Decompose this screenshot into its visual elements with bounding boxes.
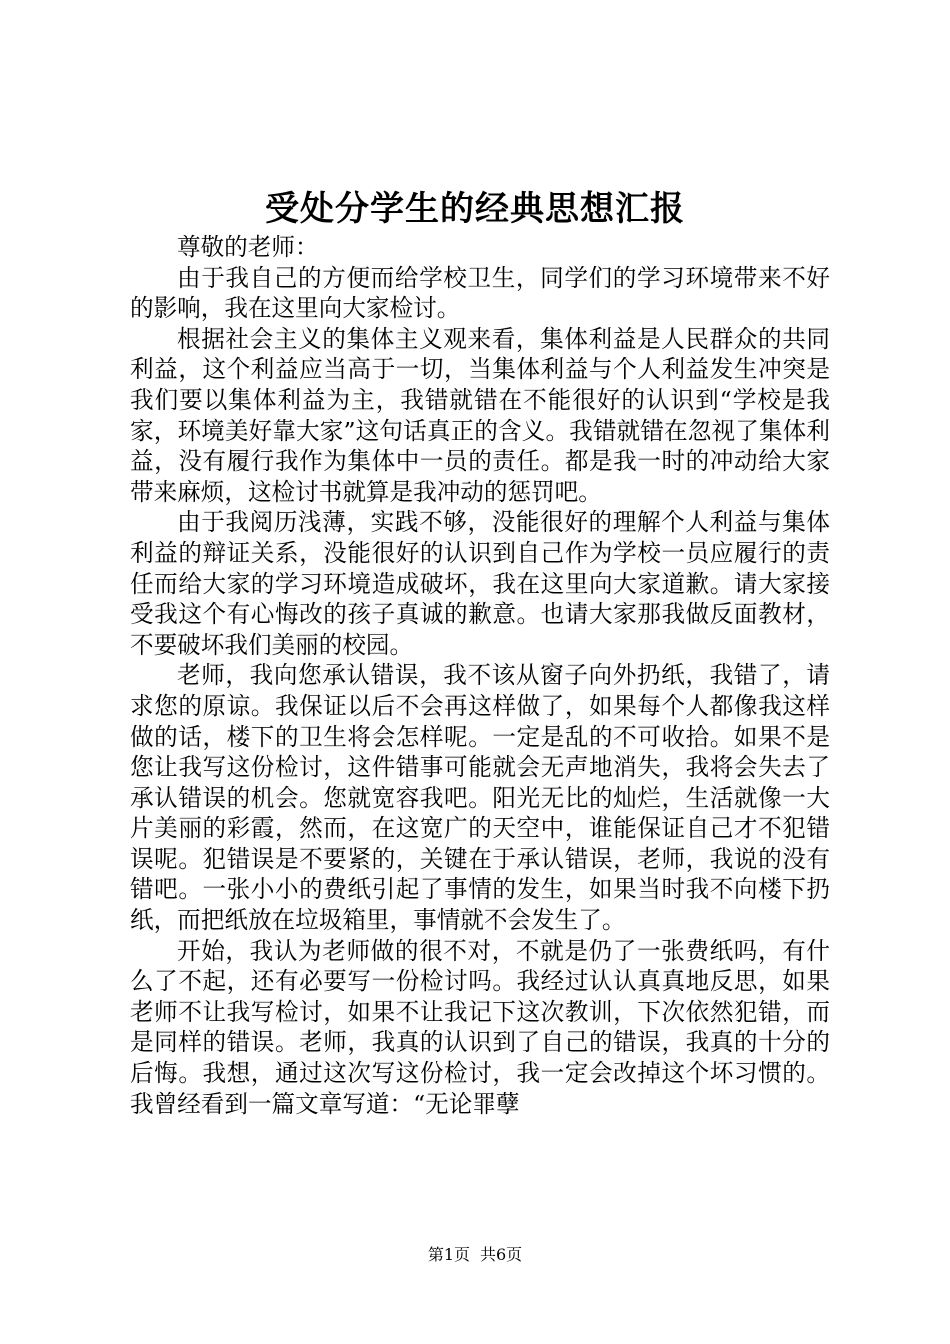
document-body: [130, 232, 830, 1119]
total-pages: 共6页: [480, 1245, 523, 1264]
salutation: 尊敬的老师：: [177, 233, 319, 261]
paragraph: 老师，我向您承认错误，我不该从窗子向外扔纸，我错了，请求您的原谅。我保证以后不会再这样做了，如果每个人都像我这样做的话，楼下的卫生将会怎样呢。一定是乱的不可收拾。如果不是您让我写这份检讨，这件错事可能就会无声地消失，我将会失去了承认错误的机会。您就宽容我吧。阳光无比的灿烂，生活就像一大片美丽的彩霞，然而，在这宽广的天空中，谁能保证自己才不犯错误呢。犯错误是不要紧的，关键在于承认错误，老师，我说的没有错吧。一张小小的费纸引起了事情的发生，如果当时我不向楼下扔纸，而把纸放在垃圾箱里，事情就不会发生了。: [130, 661, 830, 935]
page-footer: [0, 1245, 950, 1265]
page-number: 第1页: [427, 1245, 470, 1264]
paragraph: 由于我阅历浅薄，实践不够，没能很好的理解个人利益与集体利益的辩证关系，没能很好的认识到自己作为学校一员应履行的责任而给大家的学习环境造成破坏，我在这里向大家道歉。请大家接受我这个有心悔改的孩子真诚的歉意。也请大家那我做反面教材，不要破坏我们美丽的校园。: [130, 508, 830, 659]
paragraph: 根据社会主义的集体主义观来看，集体利益是人民群众的共同利益，这个利益应当高于一切，当集体利益与个人利益发生冲突是我们要以集体利益为主，我错就错在不能很好的认识到“学校是我家，环境美好靠大家”这句话真正的含义。我错就错在忽视了集体利益，没有履行我作为集体中一员的责任。都是我一时的冲动给大家带来麻烦，这检讨书就算是我冲动的惩罚吧。: [130, 324, 830, 506]
paragraph: 由于我自己的方便而给学校卫生，同学们的学习环境带来不好的影响，我在这里向大家检讨。: [130, 263, 830, 323]
document-title: 受处分学生的经典思想汇报: [265, 189, 685, 229]
paragraph: 开始，我认为老师做的很不对，不就是仍了一张费纸吗，有什么了不起，还有必要写一份检讨吗。我经过认认真真地反思，如果老师不让我写检讨，如果不让我记下这次教训，下次依然犯错，而是同样的错误。老师，我真的认识到了自己的错误，我真的十分的后悔。我想，通过这次写这份检讨，我一定会改掉这个坏习惯的。我曾经看到一篇文章写道：“无论罪孽: [130, 936, 830, 1118]
